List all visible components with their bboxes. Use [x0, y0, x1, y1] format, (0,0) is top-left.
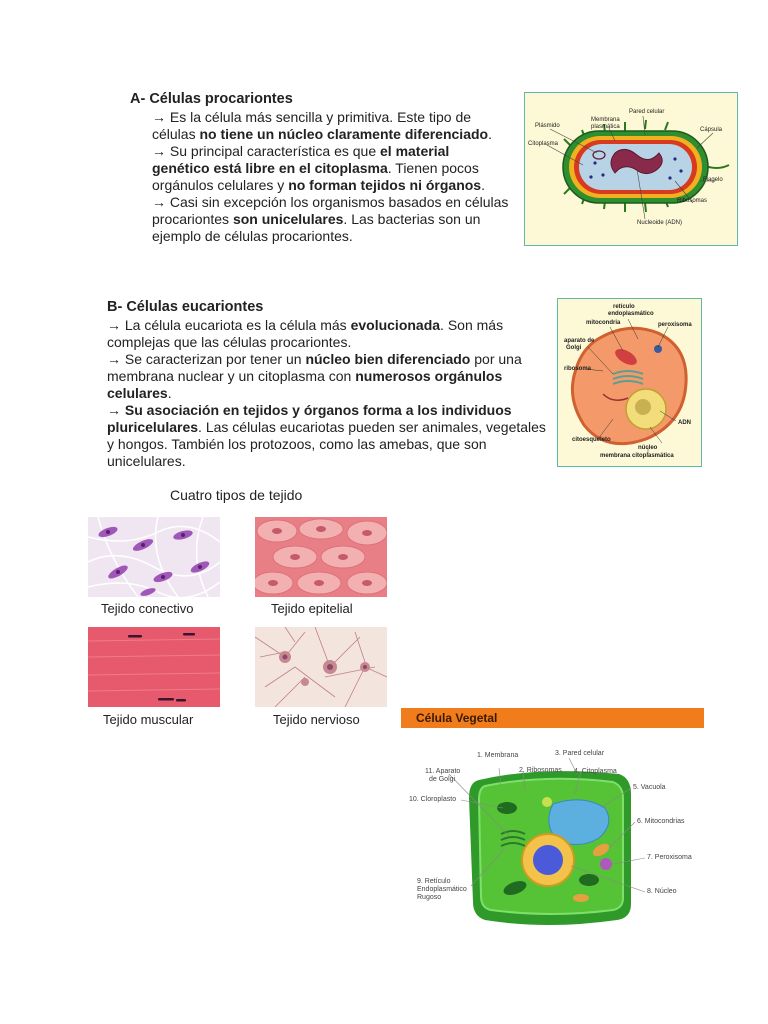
plant-label-membrana: 1. Membrana [477, 752, 519, 759]
plant-label-nucleo: 8. Núcleo [647, 888, 677, 895]
section-b-title: B- Células eucariontes [107, 299, 264, 315]
text: → La célula eucariota es la célula más [107, 317, 351, 333]
text: . Las células eucariotas pueden ser animales, vegetales y hongos. También los protozoos, como las amebas, que son unicelulares. [107, 419, 546, 469]
label-nucleo: núcleo [638, 445, 658, 451]
tissue-conectivo-illustration [88, 517, 220, 597]
tissue-image-muscular [88, 627, 220, 707]
label-reticulo: retículo [613, 304, 635, 310]
section-a-body [130, 109, 510, 245]
plant-cell-diagram [401, 738, 704, 938]
section-eukaryotes [107, 299, 547, 470]
prokaryote-diagram [524, 92, 738, 246]
plant-label-aparato: 11. Aparato [425, 768, 461, 775]
text: . [488, 126, 492, 142]
section-a-paragraph-2 [152, 143, 510, 194]
tissue-label-muscular: Tejido muscular [103, 712, 194, 727]
text: . Tienen pocos orgánulos celulares y [152, 160, 479, 193]
tissue-image-nervioso [255, 627, 387, 707]
tissue-nervioso-illustration [255, 627, 387, 707]
label-citoplasma: Citoplasma [528, 141, 559, 147]
plant-label-pared-celular: 3. Pared celular [555, 750, 605, 757]
plant-label-endoplasmatico: Endoplasmático [417, 886, 467, 893]
text: . [481, 177, 485, 193]
label-endoplasmatico: endoplasmático [608, 311, 654, 317]
tissue-label-conectivo: Tejido conectivo [101, 601, 194, 616]
text: . [167, 385, 172, 401]
section-prokaryotes [130, 91, 510, 245]
plant-label-mitocondrias: 6. Mitocondrias [637, 818, 685, 825]
text: . Las bacterias son un ejemplo de células procariontes. [152, 211, 481, 244]
text: → Casi sin excepción los organismos basados en células procariontes [152, 194, 509, 227]
section-b-paragraph-2 [107, 351, 547, 402]
bold-text: son unicelulares [232, 211, 344, 227]
label-golgi: Golgi [566, 345, 582, 351]
bold-text: no tiene un núcleo claramente diferenciado [199, 126, 489, 142]
plant-cell-header [401, 708, 704, 728]
tissue-muscular-illustration [88, 627, 220, 707]
section-b-body [107, 317, 547, 470]
label-capsula: Cápsula [700, 127, 723, 133]
label-nucleoide: Nucleoide (ADN) [637, 220, 683, 226]
tissues-title: Cuatro tipos de tejido [170, 487, 303, 503]
tissue-image-conectivo [88, 517, 220, 597]
label-flagelo: Flagelo [703, 177, 723, 183]
text: → Se caracterizan por tener un [107, 351, 306, 367]
prokaryote-illustration [525, 93, 737, 245]
tissue-epitelial-illustration [255, 517, 387, 597]
label-peroxisoma: peroxisoma [658, 322, 692, 328]
plant-label-peroxisoma: 7. Peroxisoma [647, 854, 692, 861]
label-membrana-citoplasmatica: membrana citoplasmática [600, 453, 674, 459]
label-plasmatica: plasmática [591, 124, 620, 130]
label-ribosomas: Ribosomas [677, 198, 708, 204]
plant-label-cloroplasto: 10. Cloroplasto [409, 796, 457, 803]
eukaryote-diagram [557, 298, 702, 467]
label-citoesqueleto: citoesqueleto [572, 437, 611, 443]
section-b-paragraph-3 [107, 402, 547, 470]
tissue-label-epitelial: Tejido epitelial [271, 601, 353, 616]
label-plasmido: Plásmido [535, 123, 560, 129]
plant-label-reticulo: 9. Retículo [417, 878, 451, 885]
bold-text: no forman tejidos ni órganos [288, 177, 482, 193]
plant-label-golgi: de Golgi [429, 776, 456, 783]
label-aparato-de: aparato de [564, 338, 595, 344]
section-a-paragraph-1 [152, 109, 510, 143]
text: → Es la célula más sencilla y primitiva. Este tipo de células [152, 109, 472, 142]
bold-text: numerosos orgánulos celulares [107, 368, 503, 401]
bold-text: evolucionada [350, 317, 441, 333]
tissue-label-nervioso: Tejido nervioso [273, 712, 360, 727]
bold-text: el material genético está libre en el citoplasma [152, 143, 450, 176]
plant-label-rugoso: Rugoso [417, 894, 442, 901]
text: por una membrana nuclear y un citoplasma con [107, 351, 522, 384]
text: . Son más complejas que las células procariontes. [107, 317, 504, 350]
label-adn: ADN [678, 420, 691, 426]
tissue-image-epitelial [255, 517, 387, 597]
section-a-title: A- Células procariontes [130, 91, 293, 107]
bold-text: → Su asociación en tejidos y órganos forma a los individuos pluricelulares [107, 402, 512, 435]
plant-label-ribosomas: 2. Ribosomas [519, 767, 562, 774]
plant-cell-title: Célula Vegetal [416, 711, 498, 725]
label-mitocondria: mitocondria [586, 320, 621, 326]
plant-label-vacuola: 5. Vacuola [633, 784, 666, 791]
section-b-paragraph-1 [107, 317, 547, 351]
plant-label-citoplasma: 4. Citoplasma [574, 768, 617, 775]
label-membrana: Membrana [591, 117, 620, 123]
bold-text: núcleo bien diferenciado [305, 351, 471, 367]
label-pared-celular: Pared celular [629, 109, 665, 115]
text: → Su principal característica es que [152, 143, 380, 159]
label-ribosoma: ribosoma [564, 366, 592, 372]
section-a-paragraph-3 [152, 194, 510, 245]
